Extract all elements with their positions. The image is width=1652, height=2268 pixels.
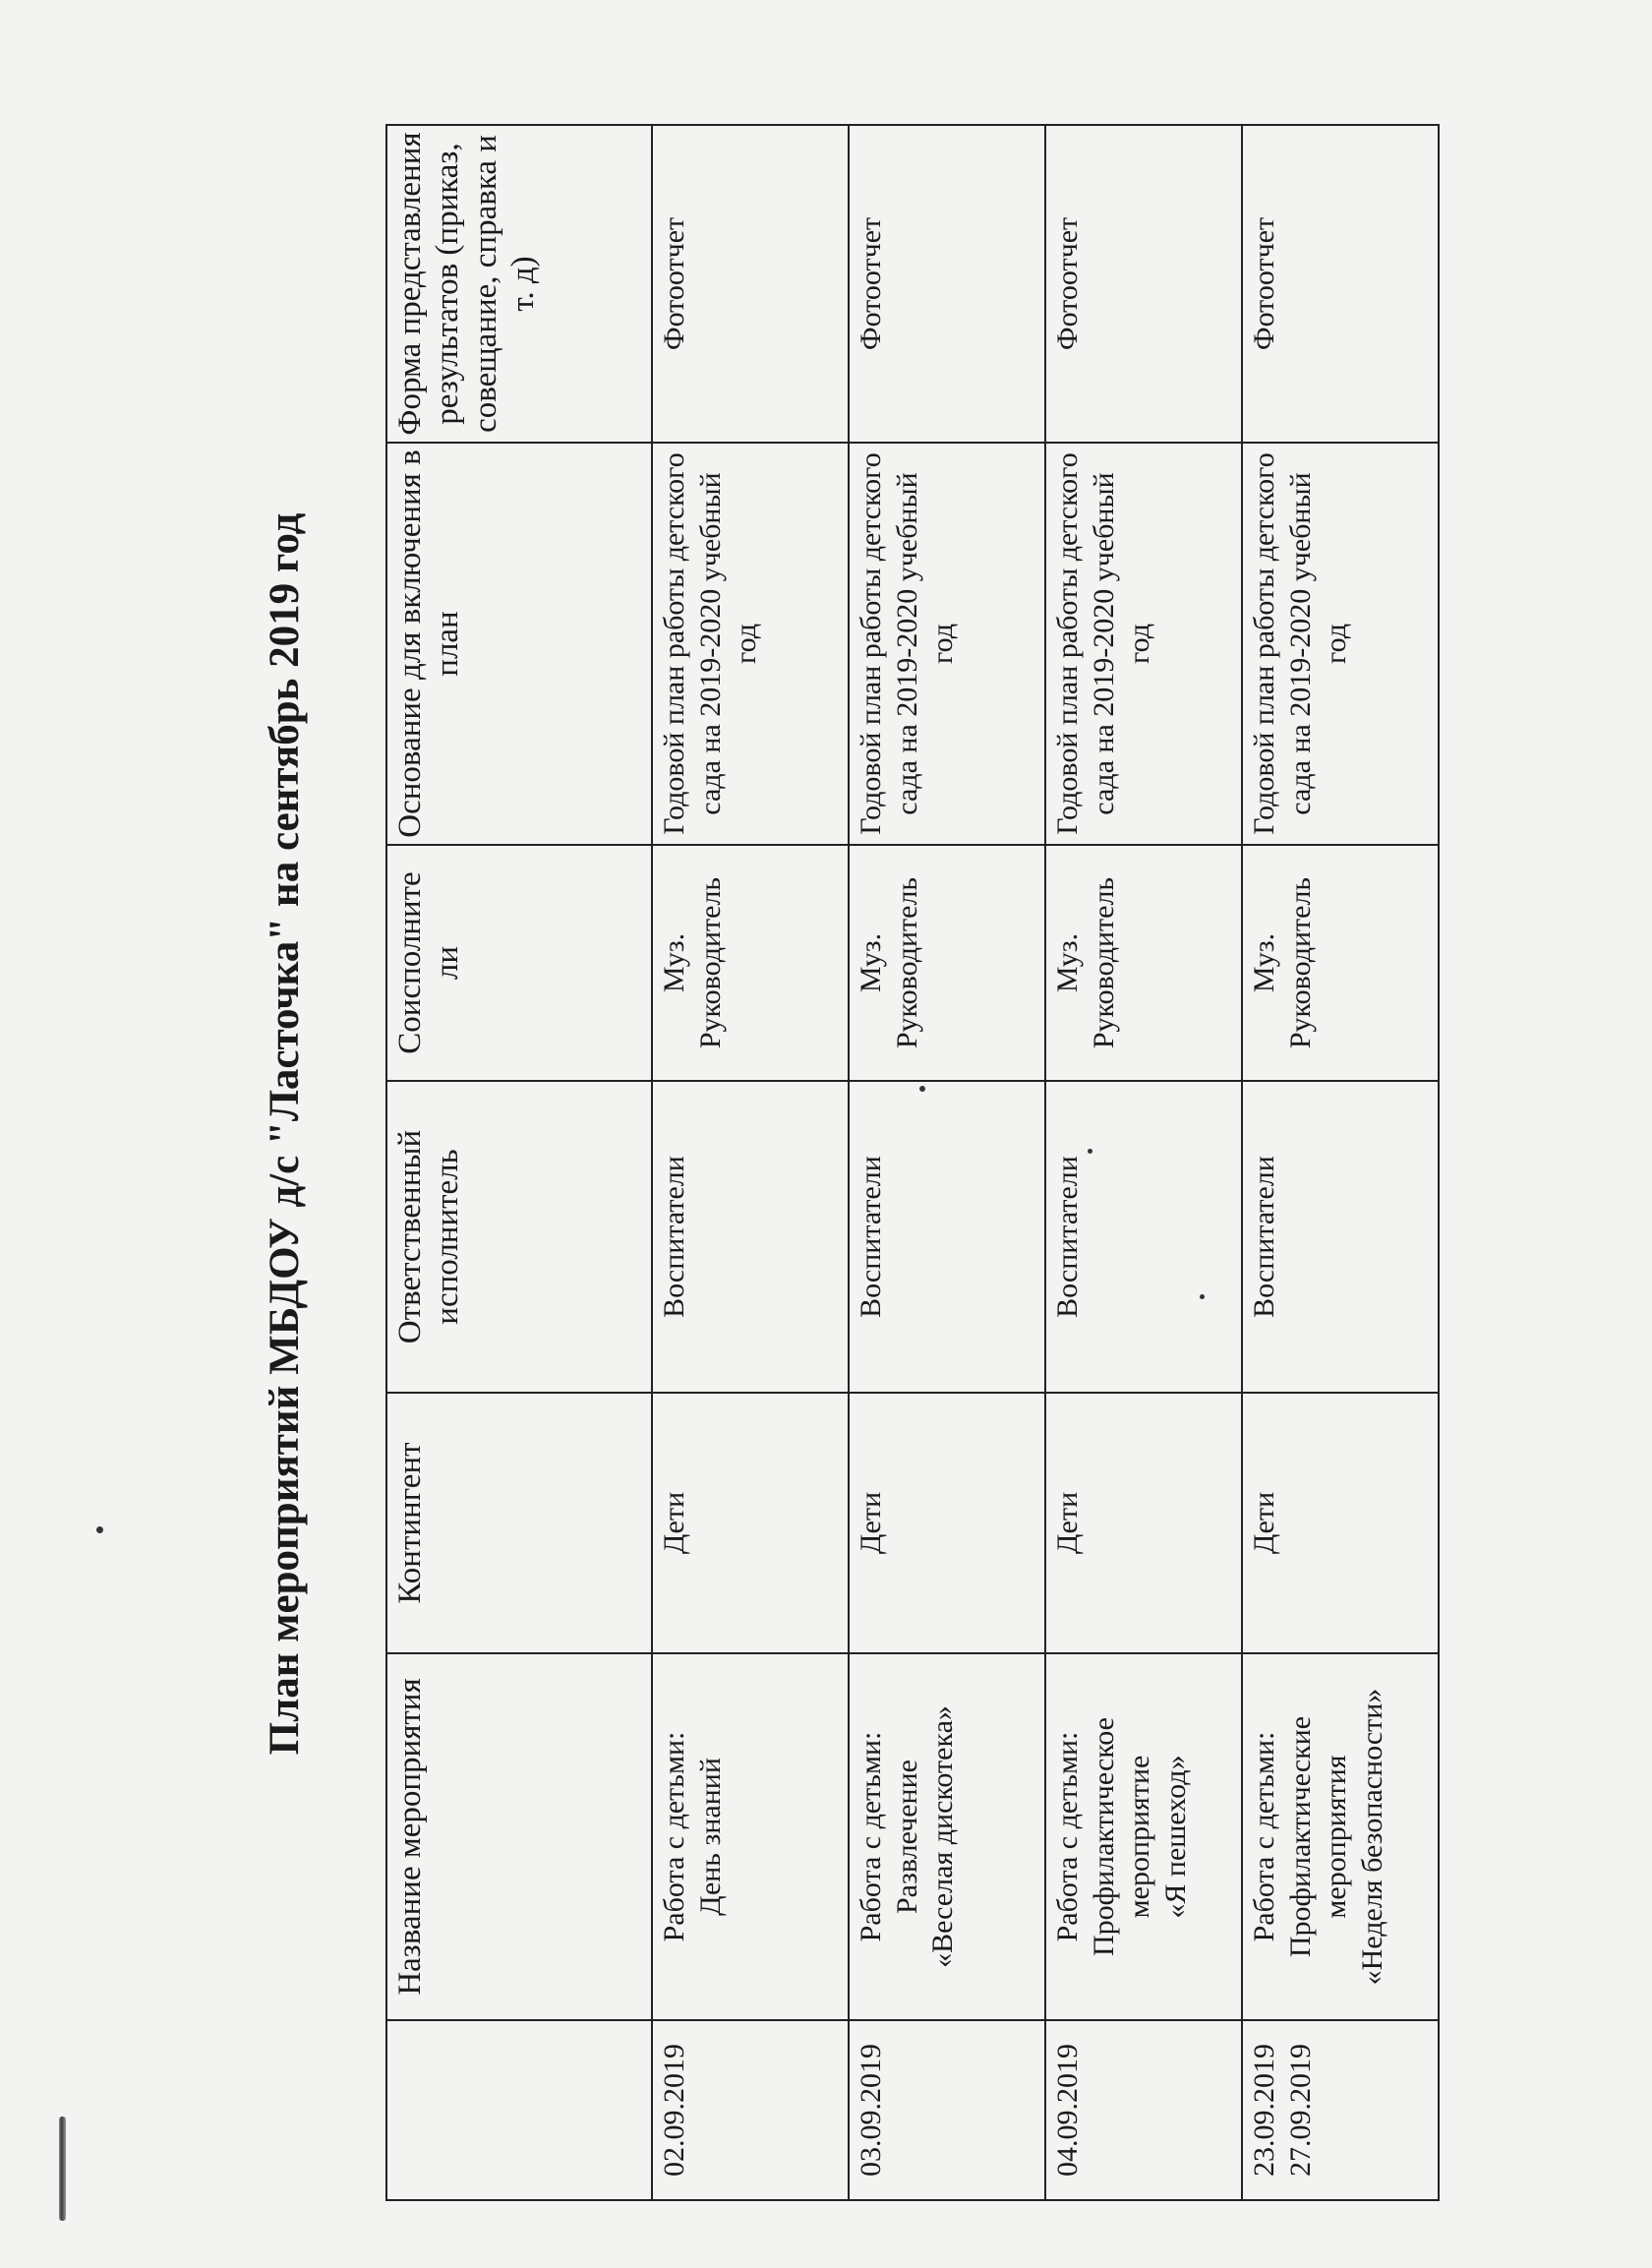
cell-event: Работа с детьми: Профилактические мероприятия «Неделя безопасности»	[1242, 1653, 1439, 2020]
cell-basis: Годовой план работы детского сада на 2019-2020 учебный год	[652, 443, 849, 845]
cell-contingent: Дети	[652, 1393, 849, 1653]
staple-mark	[59, 2117, 66, 2221]
header-coexecutors: Соисполните ли	[386, 845, 652, 1081]
cell-contingent: Дети	[1045, 1393, 1242, 1653]
cell-basis: Годовой план работы детского сада на 2019-2020 учебный год	[1045, 443, 1242, 845]
page-title: План мероприятий МБДОУ д/с "Ласточка" на сентябрь 2019 год	[262, 512, 308, 1756]
cell-responsible: Воспитатели	[849, 1081, 1045, 1393]
cell-responsible: Воспитатели	[1242, 1081, 1439, 1393]
table-header-row	[386, 125, 652, 2200]
header-basis: Основание для включения в план	[386, 443, 652, 845]
table-row	[1045, 125, 1242, 2200]
cell-result-form: Фотоотчет	[1045, 125, 1242, 443]
scan-speck	[96, 1526, 103, 1533]
table-row	[849, 125, 1045, 2200]
cell-coexecutors: Муз. Руководитель	[849, 845, 1045, 1081]
cell-coexecutors: Муз. Руководитель	[1242, 845, 1439, 1081]
cell-result-form: Фотоотчет	[849, 125, 1045, 443]
cell-date: 03.09.2019	[849, 2020, 1045, 2200]
cell-contingent: Дети	[1242, 1393, 1439, 1653]
cell-responsible: Воспитатели	[652, 1081, 849, 1393]
cell-basis: Годовой план работы детского сада на 2019-2020 учебный год	[849, 443, 1045, 845]
cell-date: 02.09.2019	[652, 2020, 849, 2200]
cell-event: Работа с детьми: Профилактическое мероприятие «Я пешеход»	[1045, 1653, 1242, 2020]
cell-basis: Годовой план работы детского сада на 2019-2020 учебный год	[1242, 443, 1439, 845]
cell-date: 23.09.2019 27.09.2019	[1242, 2020, 1439, 2200]
cell-event: Работа с детьми: День знаний	[652, 1653, 849, 2020]
cell-coexecutors: Муз. Руководитель	[1045, 845, 1242, 1081]
cell-date: 04.09.2019	[1045, 2020, 1242, 2200]
header-contingent: Контингент	[386, 1393, 652, 1653]
events-plan-table	[385, 124, 1440, 2201]
table-row	[652, 125, 849, 2200]
table-row	[1242, 125, 1439, 2200]
scan-speck	[1200, 1294, 1205, 1299]
cell-result-form: Фотоотчет	[1242, 125, 1439, 443]
scan-speck	[919, 1086, 925, 1092]
scan-speck	[1088, 1149, 1092, 1154]
cell-result-form: Фотоотчет	[652, 125, 849, 443]
header-responsible: Ответственный исполнитель	[386, 1081, 652, 1393]
cell-responsible: Воспитатели	[1045, 1081, 1242, 1393]
cell-event: Работа с детьми: Развлечение «Веселая дискотека»	[849, 1653, 1045, 2020]
header-date	[386, 2020, 652, 2200]
header-event-name: Название мероприятия	[386, 1653, 652, 2020]
cell-coexecutors: Муз. Руководитель	[652, 845, 849, 1081]
cell-contingent: Дети	[849, 1393, 1045, 1653]
header-result-form: Форма представления результатов (приказ, совещание, справка и т. д)	[386, 125, 652, 443]
